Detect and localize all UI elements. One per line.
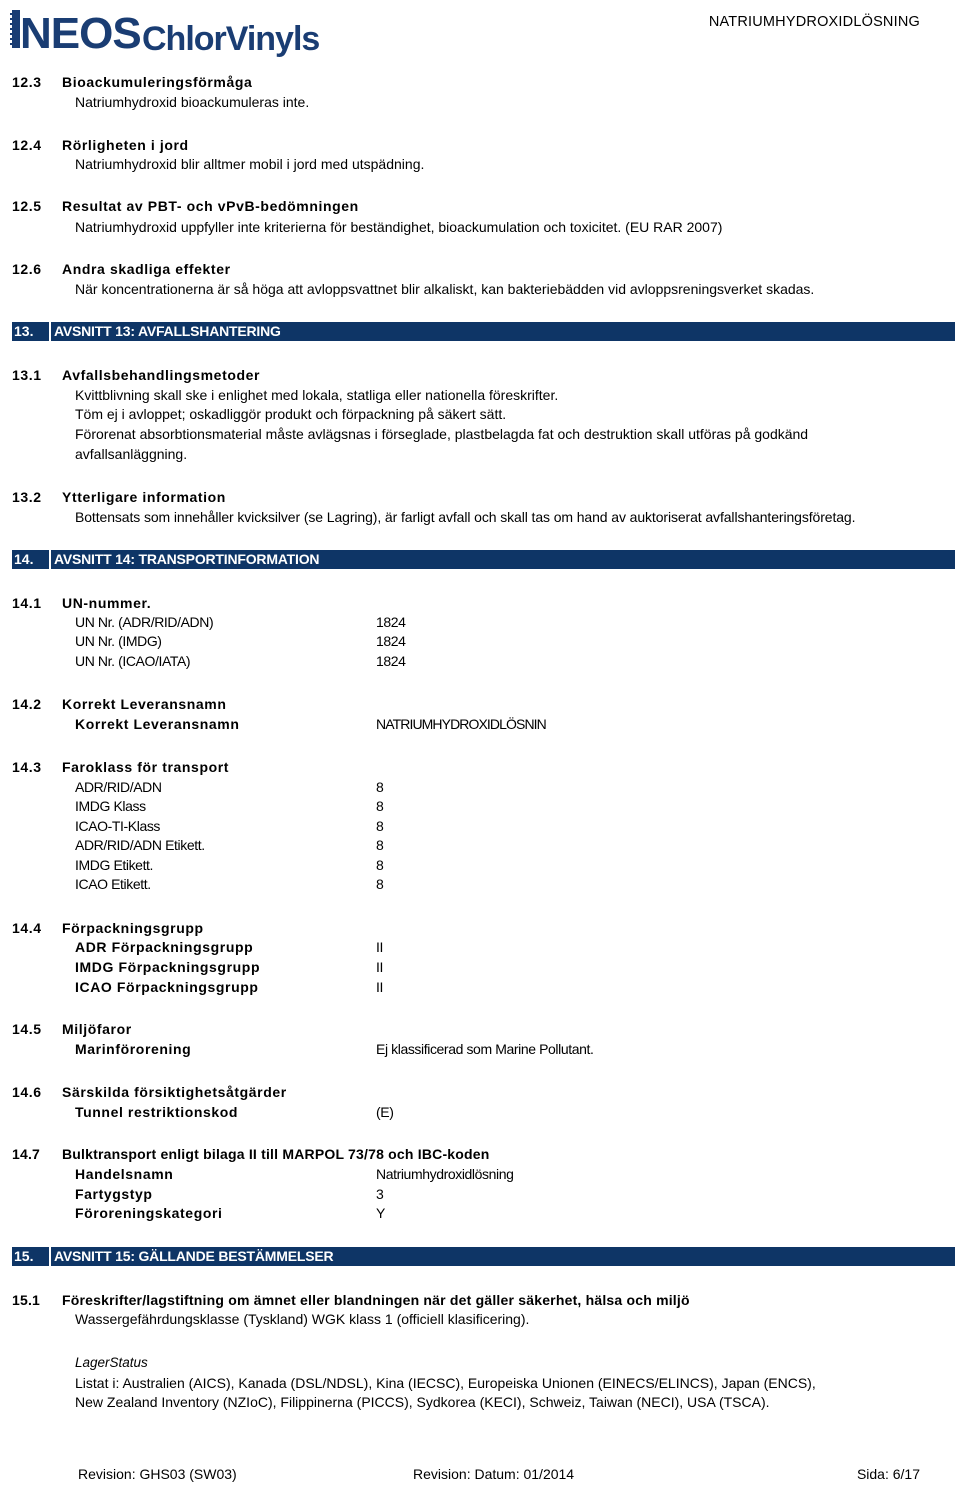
bulk-transport-label: Fartygstyp <box>75 1186 153 1202</box>
packing-group-label: IMDG Förpackningsgrupp <box>75 959 261 975</box>
lager-status-line: New Zealand Inventory (NZIoC), Filippinerna (PICCS), Sydkorea (KECI), Schweiz, Taiwan (NECI), USA (TSCA). <box>75 1394 770 1410</box>
footer-page-number: Sida: 6/17 <box>856 1466 920 1482</box>
hazard-class-label: ICAO-TI-Klass <box>75 818 161 834</box>
hazard-class-value: 8 <box>376 818 384 834</box>
marine-pollutant-value: Ej klassificerad som Marine Pollutant. <box>376 1041 594 1057</box>
shipping-name-value: NATRIUMHYDROXIDLÖSNIN <box>376 716 546 732</box>
section-14-2-heading: 14.2 Korrekt Leveransnamn <box>12 696 227 712</box>
marine-pollutant-label: Marinförorening <box>75 1041 192 1057</box>
un-number-value: 1824 <box>376 653 406 669</box>
bulk-transport-value: Y <box>376 1205 385 1221</box>
hazard-class-label: ICAO Etikett. <box>75 876 151 892</box>
packing-group-label: ICAO Förpackningsgrupp <box>75 979 259 995</box>
section-13-2-text: Bottensats som innehåller kvicksilver (se Lagring), är farligt avfall och skall tas om hand av auktoriserat avfallshanteringsföretag. <box>75 509 856 525</box>
bulk-transport-value: 3 <box>376 1186 384 1202</box>
tunnel-code-label: Tunnel restriktionskod <box>75 1104 239 1120</box>
section-13-band: 13. AVSNITT 13: AVFALLSHANTERING <box>12 322 955 341</box>
bulk-transport-label: Föroreningskategori <box>75 1205 223 1221</box>
section-14-5-heading: 14.5 Miljöfaror <box>12 1021 132 1037</box>
lager-status-line: Listat i: Australien (AICS), Kanada (DSL/NDSL), Kina (IECSC), Europeiska Unionen (EINECS/ELINCS), Japan (ENCS), <box>75 1375 816 1391</box>
un-number-value: 1824 <box>376 614 406 630</box>
section-12-4-text: Natriumhydroxid blir alltmer mobil i jord med utspädning. <box>75 156 425 172</box>
section-13-1-line: Kvittblivning skall ske i enlighet med lokala, statliga eller nationella föreskrifter. <box>75 387 559 403</box>
section-14-band: 14. AVSNITT 14: TRANSPORTINFORMATION <box>12 550 955 569</box>
section-13-1-heading: 13.1 Avfallsbehandlingsmetoder <box>12 367 261 383</box>
section-12-6-text: När koncentrationerna är så höga att avloppsvattnet blir alkaliskt, kan bakteriebädden vid avloppsreningsverket skadas. <box>75 281 815 297</box>
section-14-4-heading: 14.4 Förpackningsgrupp <box>12 920 204 936</box>
svg-text:ChlorVinyls: ChlorVinyls <box>142 20 320 58</box>
section-12-5-text: Natriumhydroxid uppfyller inte kriterierna för beständighet, bioackumulation och toxicitet. (EU RAR 2007) <box>75 219 723 235</box>
section-15-1-text: Wassergefährdungsklasse (Tyskland) WGK klass 1 (officiell klasificering). <box>75 1311 530 1327</box>
band-separator <box>49 550 51 569</box>
hazard-class-label: ADR/RID/ADN Etikett. <box>75 837 205 853</box>
un-number-label: UN Nr. (IMDG) <box>75 633 162 649</box>
section-12-6-heading: 12.6 Andra skadliga effekter <box>12 261 231 277</box>
packing-group-label: ADR Förpackningsgrupp <box>75 939 254 955</box>
un-number-value: 1824 <box>376 633 406 649</box>
section-13-1-line: avfallsanläggning. <box>75 446 188 462</box>
hazard-class-label: IMDG Klass <box>75 798 146 814</box>
hazard-class-label: ADR/RID/ADN <box>75 779 162 795</box>
bulk-transport-label: Handelsnamn <box>75 1166 174 1182</box>
section-12-3-heading: 12.3 Bioackumuleringsförmåga <box>12 74 253 90</box>
section-12-4-heading: 12.4 Rörligheten i jord <box>12 137 189 153</box>
band-separator <box>49 1247 51 1266</box>
lager-status-title: LagerStatus <box>75 1355 148 1370</box>
footer-revision-date: Revision: Datum: 01/2014 <box>413 1466 575 1482</box>
hazard-class-value: 8 <box>376 876 384 892</box>
section-13-1-line: Töm ej i avloppet; oskadliggör produkt och förpackning på säkert sätt. <box>75 406 507 422</box>
document-title: NATRIUMHYDROXIDLÖSNING <box>708 14 920 30</box>
bulk-transport-value: Natriumhydroxidlösning <box>376 1166 514 1182</box>
section-14-3-heading: 14.3 Faroklass för transport <box>12 759 230 775</box>
section-12-3-text: Natriumhydroxid bioackumuleras inte. <box>75 94 310 110</box>
section-14-6-heading: 14.6 Särskilda försiktighetsåtgärder <box>12 1084 287 1100</box>
section-14-1-heading: 14.1 UN-nummer. <box>12 595 152 611</box>
section-15-band: 15. AVSNITT 15: GÄLLANDE BESTÄMMELSER <box>12 1247 955 1266</box>
svg-text:NEOS: NEOS <box>20 9 141 58</box>
section-12-5-heading: 12.5 Resultat av PBT- och vPvB-bedömningen <box>12 198 359 214</box>
hazard-class-value: 8 <box>376 798 384 814</box>
un-number-label: UN Nr. (ICAO/IATA) <box>75 653 191 669</box>
band-separator <box>49 322 51 341</box>
un-number-label: UN Nr. (ADR/RID/ADN) <box>75 614 214 630</box>
page-header <box>0 0 960 62</box>
section-13-2-heading: 13.2 Ytterligare information <box>12 489 226 505</box>
shipping-name-label: Korrekt Leveransnamn <box>75 716 240 732</box>
packing-group-value: II <box>376 939 383 955</box>
packing-group-value: II <box>376 959 383 975</box>
hazard-class-value: 8 <box>376 857 384 873</box>
section-13-1-line: Förorenat absorbtionsmaterial måste avlägsnas i förseglade, plastbelagda fat och destruktion skall utföras på godkänd <box>75 426 809 442</box>
hazard-class-label: IMDG Etikett. <box>75 857 154 873</box>
footer-revision: Revision: GHS03 (SW03) <box>78 1466 237 1482</box>
hazard-class-value: 8 <box>376 837 384 853</box>
section-14-7-heading: 14.7 Bulktransport enligt bilaga II till MARPOL 73/78 och IBC-koden <box>12 1146 490 1162</box>
ineos-chlorvinyls-logo <box>10 4 330 58</box>
tunnel-code-value: (E) <box>376 1104 394 1120</box>
hazard-class-value: 8 <box>376 779 384 795</box>
section-15-1-heading: 15.1 Föreskrifter/lagstiftning om ämnet eller blandningen när det gäller säkerhet, hälsa och miljö <box>12 1292 690 1308</box>
packing-group-value: II <box>376 979 383 995</box>
